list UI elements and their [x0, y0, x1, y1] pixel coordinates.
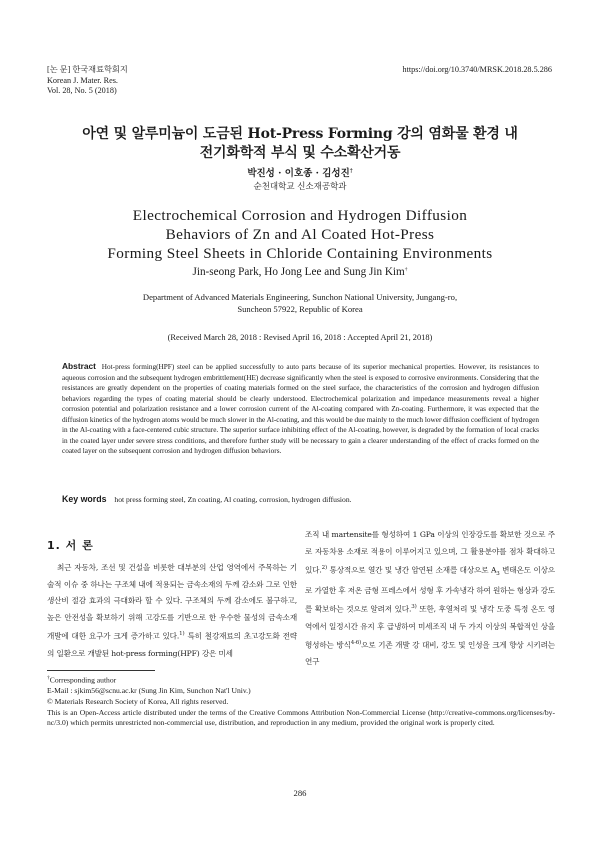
section-heading-introduction: 1. 서 론: [47, 539, 94, 552]
corresponding-mark-ko: †: [349, 167, 353, 174]
affiliation-english-line2: Suncheon 57922, Republic of Korea: [237, 304, 363, 314]
keywords: [62, 494, 539, 504]
body-text: 조직 내 martensite를 형성하여 1 GPa 이상의 인장강도를 확보한 것으로 주로 자동차용 소재로 적용이 이루어지고 있으며, 그 활용분야를 점차 확대하고 있다.: [305, 530, 555, 575]
citation: 4-6): [350, 640, 362, 647]
citation: 3): [411, 604, 417, 611]
affiliation-korean: 순천대학교 신소재공학과: [253, 182, 347, 192]
authors-korean-names: 박진성 · 이호종 · 김성진: [247, 168, 350, 179]
journal-name-en: Korean J. Mater. Res.: [47, 75, 118, 85]
body-text: 특히 철강재료의 초고강도화 전략의 일환으로 개발된 hot-press forming(HPF) 강은 미세: [47, 631, 297, 658]
footnote-corresponding: [47, 673, 555, 697]
abstract-text: Hot-press forming(HPF) steel can be applied successfully to auto parts because of its superior mechanical properties. However, its resistances to aqueous corrosion and the subsequent hydrogen embrittlement(HE) decrease significantly when the steel is exposed to corrosive environments. Considering that the resistances are greatly dependent on the properties of coating materials formed on the steel surface, the characteristics of the corrosion and hydrogen diffusion behaviors regarding the types of coating material should be clearly understood. Electrochemical polarization and impedance measurements reveal a higher corrosion potential and polarization resistance and a lower corrosion current of the Al-coating compared with Zn-coating. Furthermore, it was expected that the diffusion kinetics of the hydrogen atoms would be much slower in the Al-coating, and this would be due mainly to the much lower diffusion coefficient of hydrogen in the Al-coating with a face-centered cubic structure. The superior surface inhibiting effect of the Al-coating, however, is degraded by the formation of local cracks in the coated layer under severe stress conditions, and therefore further study will be necessary to gain a clearer understanding of the effect of cracks formed on the coated layer on the subsequent corrosion and hydrogen diffusion behaviors.: [62, 363, 539, 456]
citation: 1): [179, 631, 185, 638]
doi-link[interactable]: https://doi.org/10.3740/MRSK.2018.28.5.286: [402, 65, 552, 74]
journal-volume: Vol. 28, No. 5 (2018): [47, 86, 117, 95]
corresponding-email: E-Mail : sjkim56@scnu.ac.kr (Sung Jin Kim, Sunchon Nat'l Univ.): [47, 686, 251, 696]
authors-english-names: Jin-seong Park, Ho Jong Lee and Sung Jin Kim: [192, 266, 405, 278]
body-text: 최근 자동차, 조선 및 건설을 비롯한 대부분의 산업 영역에서 주목하는 기술적 이슈 중 하나는 구조체 내에 적용되는 금속소재의 두께 감소와 그로 인한 생산비 절감 효과의 극대화라 할 수 있다. 구조체의 두께 감소에도 불구하고, 높은 안전성을 확보하기 위해 고강도를 기반으로 한 우수한 물성의 금속소재 개발에 대한 요구가 크게 증가하고 있다.: [47, 563, 297, 641]
footnote-license: [47, 697, 555, 729]
corresponding-mark: †: [47, 675, 50, 681]
body-text: 으로 기존 개발 강 대비, 강도 및 인성을 크게 향상 시키려는 연구: [305, 640, 555, 667]
body-column-left: [47, 560, 297, 662]
journal-name-ko: [논 문] 한국재료학회지: [47, 65, 128, 74]
received-dates: (Received March 28, 2018 : Revised April 16, 2018 : Accepted April 21, 2018): [167, 333, 433, 342]
copyright-notice: © Materials Research Society of Korea, All rights reserved.: [47, 697, 229, 706]
subscript: 3: [496, 571, 500, 578]
authors-english: [40, 266, 560, 278]
title-korean: [40, 125, 560, 163]
page-number: 286: [293, 788, 307, 798]
footnote-divider: [47, 670, 155, 671]
citation: 2): [321, 565, 327, 572]
body-text: 변태온도 이상으로 가열한 후 저온 금형 프레스에서 성형 후 가속냉각 하여 원하는 형상과 강도를 확보하는 것으로 알려져 있다.: [305, 565, 555, 614]
license-notice: This is an Open-Access article distributed under the terms of the Creative Commons Attribution Non-Commercial License (http://creative-commons.org/licenses/by-nc/3.0) which permits unrestricted non-commercial use, distribution, and reproduction in any medium, provided the original work is properly cited.: [47, 707, 555, 728]
abstract-label: Abstract: [62, 361, 96, 371]
body-text: 통상적으로 열간 및 냉간 압연된 소재를 대상으로 A: [327, 565, 497, 575]
corresponding-author-label: Corresponding author: [49, 675, 117, 685]
corresponding-mark-en: †: [404, 266, 408, 273]
title-korean-line1: 아연 및 알루미늄이 도금된 Hot-Press Forming 강의 염화물 환경 내: [82, 126, 518, 142]
body-text: 또한, 후열처리 및 냉각 도중 특정 온도 영역에서 일정시간 유지 후 급냉하여 미세조직 내 두 가지 이상의 복합적인 상을 형성하는 방식: [305, 604, 556, 650]
keywords-text: hot press forming steel, Zn coating, Al coating, corrosion, hydrogen diffusion.: [114, 495, 352, 504]
title-english-line2: Behaviors of Zn and Al Coated Hot-Press: [165, 226, 435, 243]
affiliation-english: [40, 291, 560, 315]
abstract: [62, 361, 539, 457]
title-english-line1: Electrochemical Corrosion and Hydrogen Diffusion: [132, 207, 468, 224]
title-korean-line2: 전기화학적 부식 및 수소확산거동: [199, 145, 401, 161]
title-english: [40, 206, 560, 263]
authors-korean: [40, 165, 560, 179]
title-english-line3: Forming Steel Sheets in Chloride Containing Environments: [107, 245, 493, 262]
journal-header: [47, 65, 128, 97]
affiliation-english-line1: Department of Advanced Materials Engineering, Sunchon National University, Jungang-ro,: [142, 292, 458, 302]
body-column-right: [305, 527, 555, 671]
keywords-label: Key words: [62, 494, 107, 504]
